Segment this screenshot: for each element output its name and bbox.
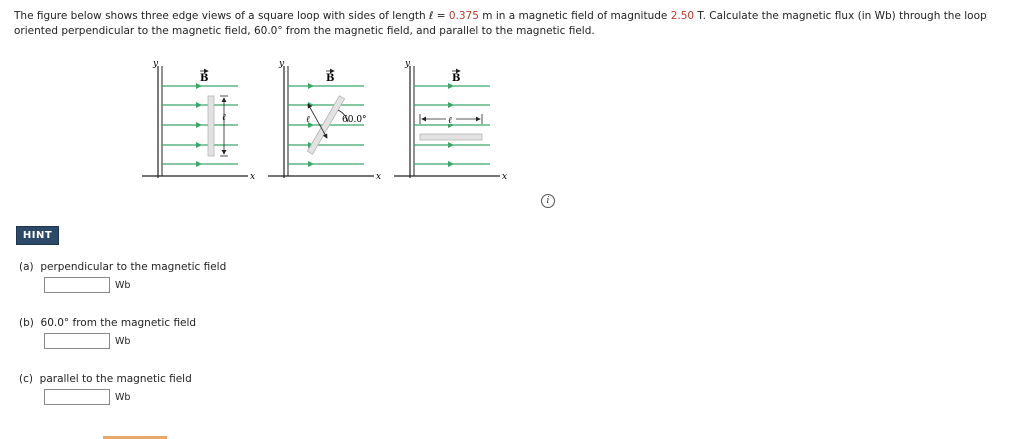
part-a (19, 261, 226, 293)
part-a-answer-row (44, 277, 226, 293)
length-label: ℓ (222, 113, 226, 123)
part-b-label: (b) (19, 317, 34, 329)
length-value: 0.375 (448, 10, 479, 22)
angle-label: 60.0° (342, 115, 367, 125)
x-axis-label: x (250, 172, 256, 182)
field-arrows (308, 83, 314, 167)
part-b-answer-row (44, 333, 196, 349)
length-symbol: ℓ (429, 10, 434, 22)
part-b-text: 60.0° from the magnetic field (40, 317, 197, 329)
part-b-unit: Wb (115, 335, 131, 347)
length-label: ℓ (306, 115, 310, 125)
panel-parallel (394, 59, 507, 182)
part-c-question (19, 373, 192, 385)
hint-button[interactable]: HINT (16, 226, 59, 245)
field-label: B (452, 73, 461, 84)
panel-perpendicular (142, 59, 255, 182)
y-axis-label: y (405, 59, 411, 69)
info-icon[interactable]: i (541, 194, 555, 208)
field-label: B (326, 73, 335, 84)
loop-edge (208, 96, 214, 156)
length-label: ℓ (448, 116, 452, 126)
x-axis-label: x (502, 172, 508, 182)
part-a-unit: Wb (115, 279, 131, 291)
part-a-answer-input[interactable] (44, 277, 110, 293)
problem-statement (14, 9, 1016, 39)
problem-text: m in a magnetic field of magnitude (478, 10, 671, 22)
field-arrows (196, 83, 202, 167)
part-a-text: perpendicular to the magnetic field (40, 261, 227, 273)
part-c-unit: Wb (115, 391, 131, 403)
part-a-question (19, 261, 226, 273)
field-label: B (200, 73, 209, 84)
part-b-answer-input[interactable] (44, 333, 110, 349)
part-b (19, 317, 196, 349)
part-a-label: (a) (19, 261, 34, 273)
y-axis-label: y (153, 59, 159, 69)
loop-edge (420, 134, 482, 140)
problem-text: The figure below shows three edge views of a square loop with sides of length (14, 10, 430, 22)
part-c-text: parallel to the magnetic field (39, 373, 192, 385)
part-b-question (19, 317, 196, 329)
part-c-label: (c) (19, 373, 33, 385)
y-axis-label: y (279, 59, 285, 69)
x-axis-label: x (376, 172, 382, 182)
part-c-answer-row (44, 389, 192, 405)
equals-text: = (433, 10, 449, 22)
part-c-answer-input[interactable] (44, 389, 110, 405)
length-dimension (308, 104, 327, 138)
field-magnitude-value: 2.50 (670, 10, 695, 22)
edge-views-figure (138, 58, 518, 193)
part-c (19, 373, 192, 405)
panel-sixty-degrees (268, 59, 381, 182)
problem-text: T. Calculate the magnetic flux (in Wb) through the loop oriented perpendicular to the magnetic field, 60.0° from the magnetic field, and parallel to the magnetic field. (14, 10, 987, 37)
